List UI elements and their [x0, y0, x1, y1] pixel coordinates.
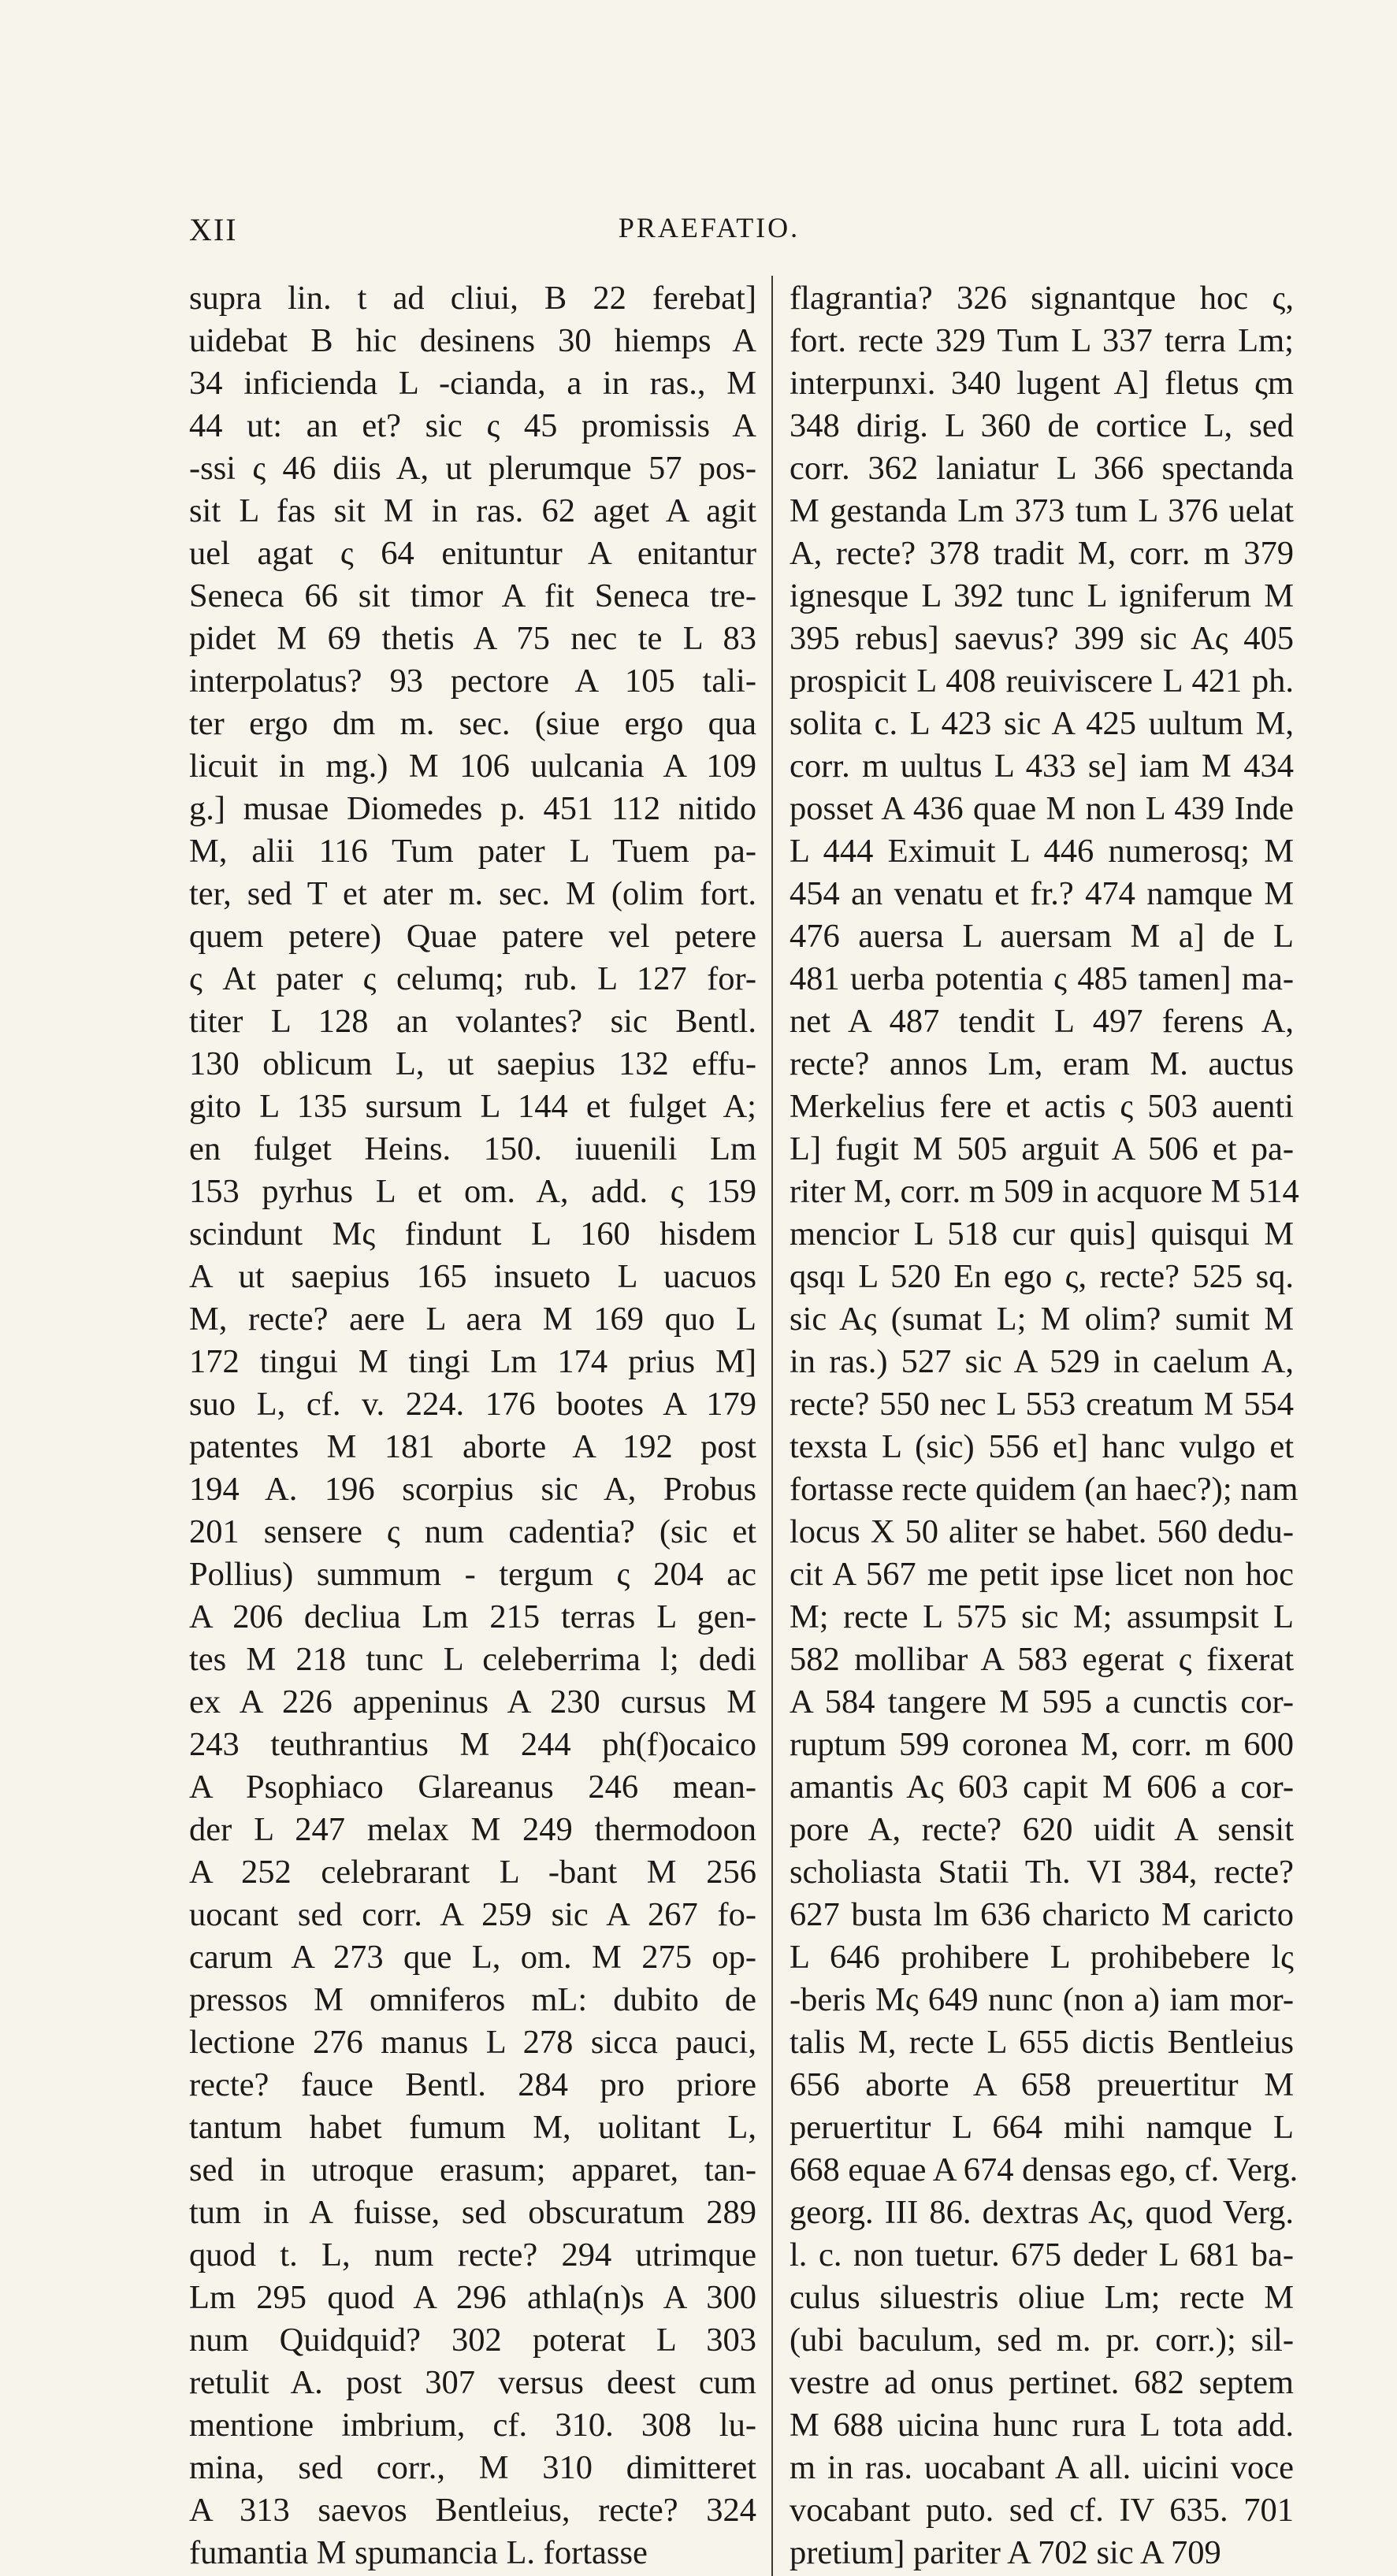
left-column-apparatus	[189, 277, 756, 2574]
apparatus-line: titer L 128 an volantes? sic Bentl.	[189, 1003, 756, 1040]
apparatus-line: M; recte L 575 sic M; assumpsit L	[790, 1598, 1294, 1635]
apparatus-line: scindunt Mς findunt L 160 hisdem	[189, 1216, 756, 1253]
apparatus-line: mencior L 518 cur quis] quisqui M	[790, 1216, 1294, 1253]
apparatus-line: georg. III 86. dextras Aς, quod Verg.	[790, 2194, 1294, 2231]
apparatus-line: tantum habet fumum M, uolitant L,	[189, 2109, 756, 2146]
apparatus-line: 153 pyrhus L et om. A, add. ς 159	[189, 1173, 756, 1210]
apparatus-line: ignesque L 392 tunc L igniferum M	[790, 577, 1294, 614]
apparatus-line: (ubi baculum, sed m. pr. corr.); sil-	[790, 2322, 1294, 2359]
apparatus-line: mina, sed corr., M 310 dimitteret	[189, 2449, 756, 2486]
apparatus-line: lectione 276 manus L 278 sicca pauci,	[189, 2024, 756, 2061]
apparatus-line: uocant sed corr. A 259 sic A 267 fo-	[189, 1896, 756, 1933]
apparatus-line: Lm 295 quod A 296 athla(n)s A 300	[189, 2279, 756, 2316]
apparatus-line: num Quidquid? 302 poterat L 303	[189, 2322, 756, 2359]
apparatus-line: 348 dirig. L 360 de cortice L, sed	[790, 407, 1294, 444]
apparatus-line: net A 487 tendit L 497 ferens A,	[790, 1003, 1294, 1040]
apparatus-line: fortasse recte quidem (an haec?); nam	[790, 1471, 1299, 1508]
apparatus-line: A, recte? 378 tradit M, corr. m 379	[790, 535, 1294, 572]
apparatus-line: corr. m uultus L 433 se] iam M 434	[790, 748, 1294, 785]
apparatus-line: 656 aborte A 658 preuertitur M	[790, 2066, 1294, 2103]
column-divider	[771, 276, 773, 2576]
apparatus-line: supra lin. t ad cliui, B 22 ferebat]	[189, 280, 756, 317]
apparatus-line: licuit in mg.) M 106 uulcania A 109	[189, 748, 756, 785]
running-head	[189, 211, 1229, 258]
apparatus-line: M, alii 116 Tum pater L Tuem pa-	[189, 833, 756, 870]
apparatus-line: A 313 saevos Bentleius, recte? 324	[189, 2492, 756, 2529]
apparatus-line: 668 equae A 674 densas ego, cf. Verg.	[790, 2151, 1299, 2188]
apparatus-line: quem petere) Quae patere vel petere	[189, 918, 756, 955]
apparatus-line: 476 auersa L auersam M a] de L	[790, 918, 1294, 955]
apparatus-line: M, recte? aere L aera M 169 quo L	[189, 1301, 756, 1338]
apparatus-line: uidebat B hic desinens 30 hiemps A	[189, 322, 756, 359]
apparatus-line: vocabant puto. sed cf. IV 635. 701	[790, 2492, 1294, 2529]
apparatus-line: pressos M omniferos mL: dubito de	[189, 1981, 756, 2018]
apparatus-line: Merkelius fere et actis ς 503 auenti	[790, 1088, 1294, 1125]
apparatus-line: peruertitur L 664 mihi namque L	[790, 2109, 1294, 2146]
apparatus-line: corr. 362 laniatur L 366 spectanda	[790, 450, 1294, 487]
apparatus-line: qsqı L 520 En ego ς, recte? 525 sq.	[790, 1258, 1294, 1295]
apparatus-line: flagrantia? 326 signantque hoc ς,	[790, 280, 1294, 317]
apparatus-line: pidet M 69 thetis A 75 nec te L 83	[189, 620, 756, 657]
apparatus-line: 130 oblicum L, ut saepius 132 effu-	[189, 1045, 756, 1082]
apparatus-line: recte? fauce Bentl. 284 pro priore	[189, 2066, 756, 2103]
apparatus-line: cit A 567 me petit ipse licet non hoc	[790, 1556, 1294, 1593]
apparatus-line: pore A, recte? 620 uidit A sensit	[790, 1811, 1294, 1848]
apparatus-line: posset A 436 quae M non L 439 Inde	[790, 790, 1294, 827]
apparatus-line: in ras.) 527 sic A 529 in caelum A,	[790, 1343, 1294, 1380]
apparatus-line: 44 ut: an et? sic ς 45 promissis A	[189, 407, 756, 444]
apparatus-line: fort. recte 329 Tum L 337 terra Lm;	[790, 322, 1294, 359]
apparatus-line: ter ergo dm m. sec. (siue ergo qua	[189, 705, 756, 742]
apparatus-line: texsta L (sic) 556 et] hanc vulgo et	[790, 1428, 1294, 1465]
apparatus-line: suo L, cf. v. 224. 176 bootes A 179	[189, 1386, 756, 1423]
apparatus-line: en fulget Heins. 150. iuuenili Lm	[189, 1130, 756, 1167]
apparatus-line: A 206 decliua Lm 215 terras L gen-	[189, 1598, 756, 1635]
apparatus-line: 454 an venatu et fr.? 474 namque M	[790, 875, 1294, 912]
apparatus-line: retulit A. post 307 versus deest cum	[189, 2364, 756, 2401]
apparatus-line: interpolatus? 93 pectore A 105 tali-	[189, 663, 756, 700]
apparatus-line: interpunxi. 340 lugent A] fletus ςm	[790, 365, 1294, 402]
apparatus-line: A ut saepius 165 insueto L uacuos	[189, 1258, 756, 1295]
apparatus-line: amantis Aς 603 capit M 606 a cor-	[790, 1769, 1294, 1806]
apparatus-line: prospicit L 408 reuiviscere L 421 ph.	[790, 663, 1294, 700]
apparatus-line: locus X 50 aliter se habet. 560 dedu-	[790, 1513, 1294, 1550]
apparatus-line: gito L 135 sursum L 144 et fulget A;	[189, 1088, 756, 1125]
apparatus-line: m in ras. uocabant A all. uicini voce	[790, 2449, 1294, 2486]
apparatus-line: 481 uerba potentia ς 485 tamen] ma-	[790, 960, 1294, 997]
apparatus-line: L 646 prohibere L prohibebere lς	[790, 1939, 1294, 1976]
apparatus-line: ter, sed T et ater m. sec. M (olim fort.	[189, 875, 756, 912]
apparatus-line: M 688 uicina hunc rura L tota add.	[790, 2407, 1294, 2444]
apparatus-line: carum A 273 que L, om. M 275 op-	[189, 1939, 756, 1976]
apparatus-line: sit L fas sit M in ras. 62 aget A agit	[189, 492, 756, 529]
apparatus-line: 172 tingui M tingi Lm 174 prius M]	[189, 1343, 756, 1380]
apparatus-line: 627 busta lm 636 charicto M caricto	[790, 1896, 1294, 1933]
apparatus-line: vestre ad onus pertinet. 682 septem	[790, 2364, 1294, 2401]
apparatus-line: g.] musae Diomedes p. 451 112 nitido	[189, 790, 756, 827]
apparatus-line: riter M, corr. m 509 in acquore M 514	[790, 1173, 1299, 1210]
apparatus-line: 395 rebus] saevus? 399 sic Aς 405	[790, 620, 1294, 657]
apparatus-line: -beris Mς 649 nunc (non a) iam mor-	[790, 1981, 1294, 2018]
apparatus-line: solita c. L 423 sic A 425 uultum M,	[790, 705, 1294, 742]
apparatus-line: L 444 Eximuit L 446 numerosq; M	[790, 833, 1294, 870]
apparatus-line: recte? 550 nec L 553 creatum M 554	[790, 1386, 1294, 1423]
apparatus-line: A 252 celebrarant L -bant M 256	[189, 1854, 756, 1891]
apparatus-line: der L 247 melax M 249 thermodoon	[189, 1811, 756, 1848]
apparatus-line: ruptum 599 coronea M, corr. m 600	[790, 1726, 1294, 1763]
apparatus-line: 34 inficienda L -cianda, a in ras., M	[189, 365, 756, 402]
apparatus-line: Pollius) summum - tergum ς 204 ac	[189, 1556, 756, 1593]
apparatus-line: recte? annos Lm, eram M. auctus	[790, 1045, 1294, 1082]
apparatus-line: ex A 226 appeninus A 230 cursus M	[189, 1683, 756, 1720]
apparatus-line: quod t. L, num recte? 294 utrimque	[189, 2236, 756, 2273]
apparatus-line: M gestanda Lm 373 tum L 376 uelat	[790, 492, 1294, 529]
apparatus-line: 582 mollibar A 583 egerat ς fixerat	[790, 1641, 1294, 1678]
apparatus-line: l. c. non tuetur. 675 deder L 681 ba-	[790, 2236, 1294, 2273]
apparatus-line: mentione imbrium, cf. 310. 308 lu-	[189, 2407, 756, 2444]
running-title: PRAEFATIO.	[618, 212, 801, 243]
apparatus-line: 243 teuthrantius M 244 ph(f)ocaico	[189, 1726, 756, 1763]
apparatus-line: patentes M 181 aborte A 192 post	[189, 1428, 756, 1465]
apparatus-line: 201 sensere ς num cadentia? (sic et	[189, 1513, 756, 1550]
apparatus-line: A Psophiaco Glareanus 246 mean-	[189, 1769, 756, 1806]
apparatus-line: tum in A fuisse, sed obscuratum 289	[189, 2194, 756, 2231]
apparatus-line: 194 A. 196 scorpius sic A, Probus	[189, 1471, 756, 1508]
apparatus-line: sic Aς (sumat L; M olim? sumit M	[790, 1301, 1294, 1338]
apparatus-line: fumantia M spumancia L. fortasse	[189, 2534, 648, 2571]
apparatus-line: culus siluestris oliue Lm; recte M	[790, 2279, 1294, 2316]
apparatus-line: pretium] pariter A 702 sic A 709	[790, 2534, 1221, 2571]
apparatus-line: tes M 218 tunc L celeberrima l; dedi	[189, 1641, 756, 1678]
page-number: XII	[189, 212, 238, 247]
apparatus-line: sed in utroque erasum; apparet, tan-	[189, 2151, 756, 2188]
apparatus-line: scholiasta Statii Th. VI 384, recte?	[790, 1854, 1294, 1891]
apparatus-line: A 584 tangere M 595 a cunctis cor-	[790, 1683, 1294, 1720]
apparatus-line: uel agat ς 64 enituntur A enitantur	[189, 535, 756, 572]
apparatus-line: talis M, recte L 655 dictis Bentleius	[790, 2024, 1294, 2061]
right-column-apparatus	[790, 277, 1299, 2574]
apparatus-line: ς At pater ς celumq; rub. L 127 for-	[189, 960, 756, 997]
apparatus-line: Seneca 66 sit timor A fit Seneca tre-	[189, 577, 756, 614]
apparatus-line: -ssi ς 46 diis A, ut plerumque 57 pos-	[189, 450, 756, 487]
apparatus-line: L] fugit M 505 arguit A 506 et pa-	[790, 1130, 1294, 1167]
